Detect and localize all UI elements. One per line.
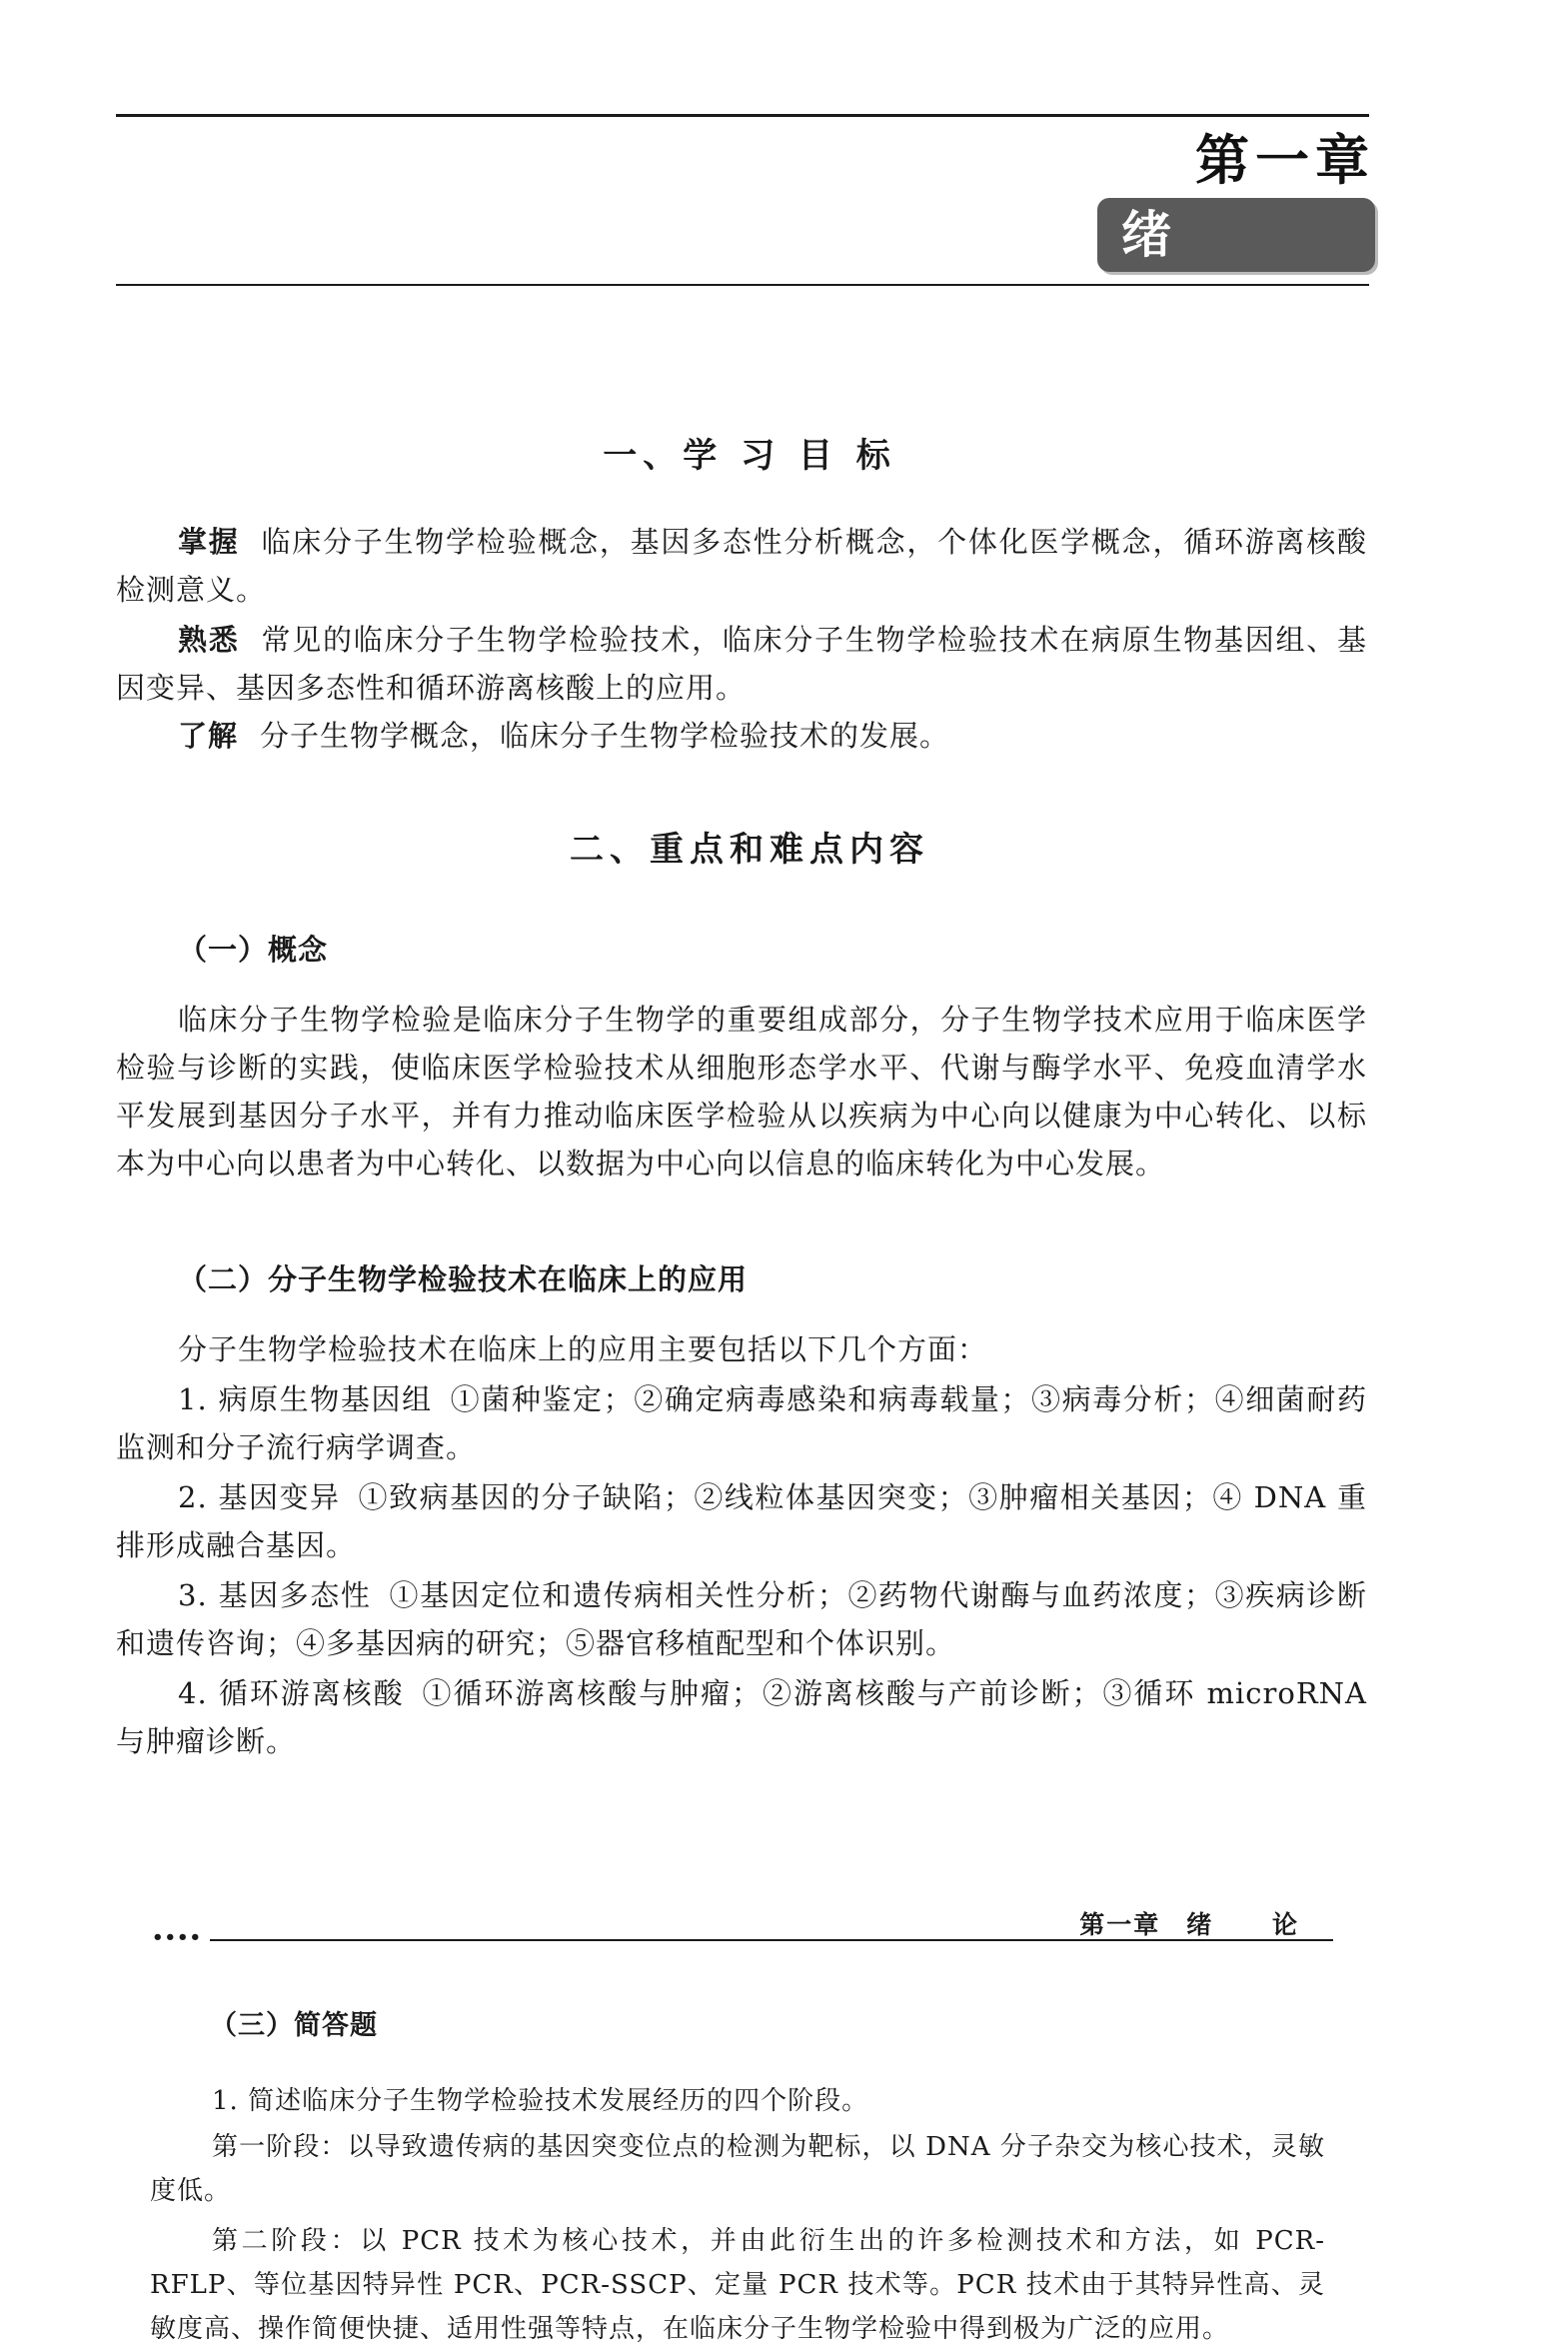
application-subtitle: （二）分子生物学检验技术在临床上的应用 — [178, 1262, 749, 1296]
application-item-text: ①菌种鉴定；②确定病毒感染和病毒载量；③病毒分析；④细菌耐药监测和分子流行病学调查。 — [116, 1382, 1367, 1464]
running-head-chapter: 第一章 — [1079, 1910, 1161, 1939]
page-continued — [0, 1869, 1499, 2344]
application-intro: 分子生物学检验技术在临床上的应用主要包括以下几个方面： — [178, 1332, 988, 1366]
objective-label: 熟悉 — [178, 623, 240, 657]
qa-stage-2: 第二阶段：以 PCR 技术为核心技术，并由此衍生出的许多检测技术和方法，如 PCR-RFLP、等位基因特异性 PCR、PCR-SSCP、定量 PCR 技术等。PCR 技术由于其特异性高、灵敏度高、操作简便快捷、适用性强等特点，在临床分子生物学检验中得到极为广泛的应用。 — [150, 2226, 1325, 2344]
objective-text: 常见的临床分子生物学检验技术，临床分子生物学检验技术在病原生物基因组、基因变异、基因多态性和循环游离核酸上的应用。 — [116, 623, 1367, 705]
qa-stage-1: 第一阶段：以导致遗传病的基因突变位点的检测为靶标，以 DNA 分子杂交为核心技术，灵敏度低。 — [150, 2132, 1325, 2206]
chapter-name-banner: 绪 论 — [1097, 198, 1375, 272]
application-item-label: 2. 基因变异 — [178, 1480, 341, 1514]
application-item-1 — [116, 1375, 1367, 1471]
header-bottom-rule — [116, 284, 1369, 286]
concept-paragraph: 临床分子生物学检验是临床分子生物学的重要组成部分，分子生物学技术应用于临床医学检验与诊断的实践，使临床医学检验技术从细胞形态学水平、代谢与酶学水平、免疫血清学水平发展到基因分子水平，并有力推动临床医学检验从以疾病为中心向以健康为中心转化、以标本为中心向以患者为中心转化、以数据为中心向以信息的临床转化为中心发展。 — [116, 1003, 1367, 1180]
dot-ornament: •••• — [152, 1927, 203, 1948]
application-item-label: 4. 循环游离核酸 — [178, 1676, 405, 1710]
objective-familiar — [116, 616, 1367, 712]
application-item-label: 3. 基因多态性 — [178, 1578, 372, 1612]
application-item-text: ①循环游离核酸与肿瘤；②游离核酸与产前诊断；③循环 microRNA 与肿瘤诊断。 — [116, 1676, 1367, 1758]
application-item-4 — [116, 1669, 1367, 1765]
section-objectives-title: 一、学 习 目 标 — [603, 436, 896, 476]
objective-label: 掌握 — [178, 525, 240, 559]
objective-master — [116, 518, 1367, 614]
application-item-3 — [116, 1571, 1367, 1667]
objective-text: 临床分子生物学检验概念，基因多态性分析概念，个体化医学概念，循环游离核酸检测意义。 — [116, 525, 1367, 607]
application-item-2 — [116, 1473, 1367, 1569]
top-rule — [116, 114, 1369, 117]
application-item-text: ①致病基因的分子缺陷；②线粒体基因突变；③肿瘤相关基因；④ DNA 重排形成融合基因。 — [116, 1480, 1367, 1562]
section-key-points-title: 二、重点和难点内容 — [570, 830, 929, 870]
running-head — [1079, 1905, 1323, 1941]
objective-understand — [116, 712, 1367, 760]
objective-text: 分子生物学概念，临床分子生物学检验技术的发展。 — [260, 719, 950, 753]
application-item-text: ①基因定位和遗传病相关性分析；②药物代谢酶与血药浓度；③疾病诊断和遗传咨询；④多基因病的研究；⑤器官移植配型和个体识别。 — [116, 1578, 1367, 1660]
objective-label: 了解 — [178, 719, 239, 753]
qa-question: 1. 简述临床分子生物学检验技术发展经历的四个阶段。 — [212, 2086, 869, 2116]
concept-subtitle: （一）概念 — [178, 933, 329, 967]
chapter-number: 第一章 — [1195, 129, 1375, 192]
qa-subtitle: （三）简答题 — [210, 2010, 378, 2041]
application-item-label: 1. 病原生物基因组 — [178, 1382, 433, 1416]
running-head-name: 绪 论 — [1186, 1910, 1323, 1939]
